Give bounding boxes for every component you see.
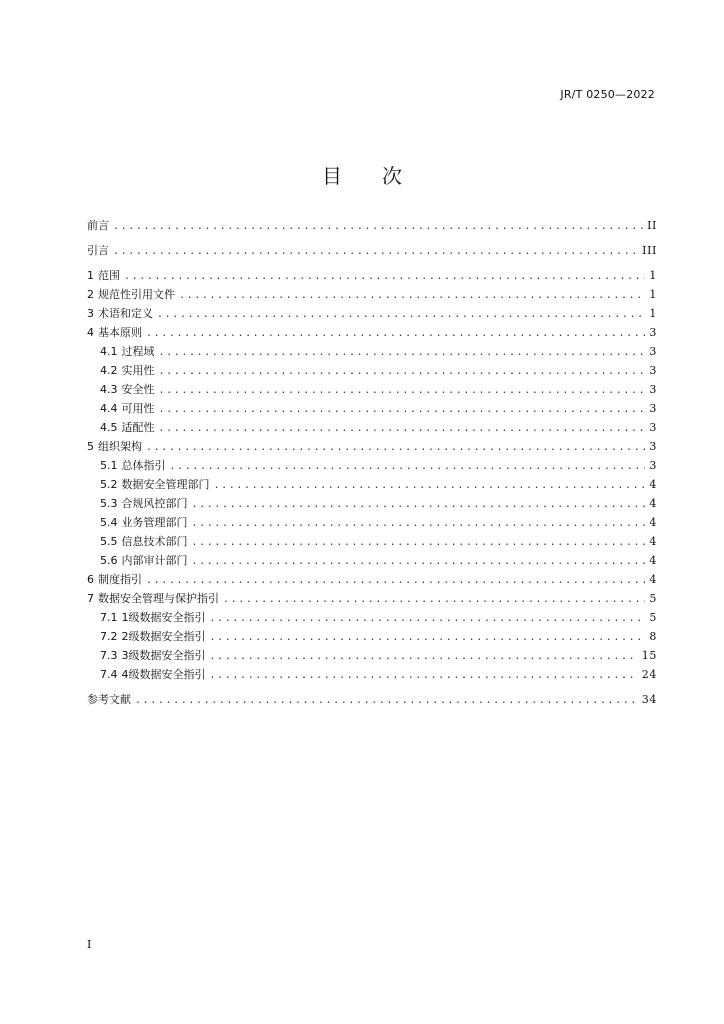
toc-title [0,160,724,189]
toc-entry-7[interactable] [87,589,657,608]
dot-leader [159,419,646,438]
dot-leader [192,514,646,533]
dot-leader [113,242,638,261]
dot-leader [210,609,646,628]
toc-entry-page: II [647,219,657,232]
toc-entry-page: III [642,244,657,257]
toc-entry-4-3[interactable] [87,380,657,399]
toc-entry-5-2[interactable] [87,475,657,494]
toc-entry-page: 5 [649,592,657,605]
toc-entry-2[interactable] [87,285,657,304]
toc-entry-label: 3级数据安全指引 [121,649,206,662]
toc-entry-references[interactable] [87,690,657,709]
toc-entry-number: 4.5 [100,421,118,434]
toc-entry-label: 术语和定义 [98,307,153,320]
toc-entry-4-1[interactable] [87,342,657,361]
toc-entry-1[interactable] [87,266,657,285]
toc-entry-page: 1 [649,307,657,320]
toc-entry-4-5[interactable] [87,418,657,437]
toc-entry-label: 参考文献 [87,693,131,706]
toc-entry-label: 安全性 [121,383,155,396]
toc-entry-introduction[interactable] [87,241,657,260]
toc-entry-number: 5.1 [100,459,118,472]
dot-leader [210,628,646,647]
toc-entry-label: 基本原则 [98,326,142,339]
toc-entry-number: 4.1 [100,345,118,358]
toc-entry-label: 可用性 [121,402,155,415]
toc-entry-page: 3 [649,440,657,453]
toc-entry-label: 数据安全管理部门 [121,478,210,491]
toc-entry-5-6[interactable] [87,551,657,570]
toc-entry-page: 4 [649,573,657,586]
toc-entry-page: 4 [649,497,657,510]
toc-entry-number: 7.2 [100,630,118,643]
toc-entry-page: 3 [649,345,657,358]
toc-entry-5[interactable] [87,437,657,456]
toc-entry-4-4[interactable] [87,399,657,418]
dot-leader [146,438,645,457]
dot-leader [192,533,646,552]
toc-entry-page: 1 [649,288,657,301]
toc-entry-label: 信息技术部门 [121,535,188,548]
table-of-contents [87,216,657,709]
document-code: JR/T 0250—2022 [560,88,655,101]
toc-entry-7-3[interactable] [87,646,657,665]
dot-leader [146,571,645,590]
toc-entry-number: 5.2 [100,478,118,491]
dot-leader [210,647,638,666]
dot-leader [159,362,646,381]
toc-title-char-2: 次 [382,164,402,188]
dot-leader [192,552,646,571]
toc-entry-6[interactable] [87,570,657,589]
toc-entry-label: 内部审计部门 [121,554,188,567]
dot-leader [159,400,646,419]
toc-entry-page: 3 [649,421,657,434]
toc-entry-page: 4 [649,554,657,567]
dot-leader [159,343,646,362]
dot-leader [159,381,646,400]
toc-entry-label: 规范性引用文件 [98,288,175,301]
toc-entry-7-1[interactable] [87,608,657,627]
toc-entry-page: 34 [641,693,657,706]
dot-leader [192,495,646,514]
dot-leader [135,691,638,710]
toc-entry-label: 过程域 [121,345,155,358]
toc-entry-number: 1 [87,269,94,282]
toc-title-char-1: 目 [322,164,342,188]
toc-entry-label: 4级数据安全指引 [121,668,206,681]
toc-entry-7-2[interactable] [87,627,657,646]
dot-leader [223,590,645,609]
toc-entry-page: 4 [649,535,657,548]
toc-entry-number: 6 [87,573,94,586]
toc-entry-5-5[interactable] [87,532,657,551]
toc-entry-number: 7.3 [100,649,118,662]
toc-entry-number: 4.2 [100,364,118,377]
toc-entry-3[interactable] [87,304,657,323]
toc-entry-number: 2 [87,288,94,301]
toc-entry-number: 5.6 [100,554,118,567]
toc-entry-5-1[interactable] [87,456,657,475]
toc-entry-number: 5.3 [100,497,118,510]
dot-leader [146,324,645,343]
toc-entry-label: 数据安全管理与保护指引 [98,592,219,605]
toc-entry-number: 5 [87,440,94,453]
toc-entry-foreword[interactable] [87,216,657,235]
dot-leader [214,476,646,495]
toc-entry-page: 3 [649,326,657,339]
toc-entry-page: 5 [649,611,657,624]
toc-entry-page: 15 [641,649,657,662]
toc-entry-label: 总体指引 [121,459,166,472]
toc-entry-4[interactable] [87,323,657,342]
toc-entry-label: 前言 [87,219,109,232]
toc-entry-label: 范围 [98,269,120,282]
toc-entry-page: 1 [649,269,657,282]
toc-entry-label: 合规风控部门 [121,497,188,510]
toc-entry-label: 1级数据安全指引 [121,611,206,624]
toc-entry-label: 适配性 [121,421,155,434]
toc-entry-number: 4.4 [100,402,118,415]
toc-entry-number: 5.4 [100,516,118,529]
toc-entry-label: 制度指引 [98,573,142,586]
toc-entry-page: 3 [649,383,657,396]
toc-entry-page: 3 [649,459,657,472]
toc-entry-page: 4 [649,478,657,491]
dot-leader [124,267,645,286]
toc-entry-number: 7 [87,592,94,605]
page-number: I [87,938,92,951]
toc-entry-page: 3 [649,402,657,415]
toc-entry-label: 组织架构 [98,440,142,453]
toc-entry-7-4[interactable] [87,665,657,684]
dot-leader [157,305,645,324]
toc-entry-number: 5.5 [100,535,118,548]
toc-entry-number: 7.4 [100,668,118,681]
toc-entry-4-2[interactable] [87,361,657,380]
toc-entry-page: 3 [649,364,657,377]
toc-entry-number: 4 [87,326,94,339]
toc-entry-number: 4.3 [100,383,118,396]
toc-entry-label: 实用性 [121,364,155,377]
dot-leader [170,457,646,476]
toc-entry-label: 业务管理部门 [121,516,188,529]
dot-leader [113,217,643,236]
toc-entry-label: 引言 [87,244,109,257]
toc-entry-page: 24 [641,668,657,681]
toc-entry-page: 8 [649,630,657,643]
toc-entry-number: 3 [87,307,94,320]
toc-entry-number: 7.1 [100,611,118,624]
toc-entry-label: 2级数据安全指引 [121,630,206,643]
dot-leader [179,286,645,305]
toc-entry-5-3[interactable] [87,494,657,513]
toc-entry-5-4[interactable] [87,513,657,532]
toc-entry-page: 4 [649,516,657,529]
dot-leader [210,666,638,685]
